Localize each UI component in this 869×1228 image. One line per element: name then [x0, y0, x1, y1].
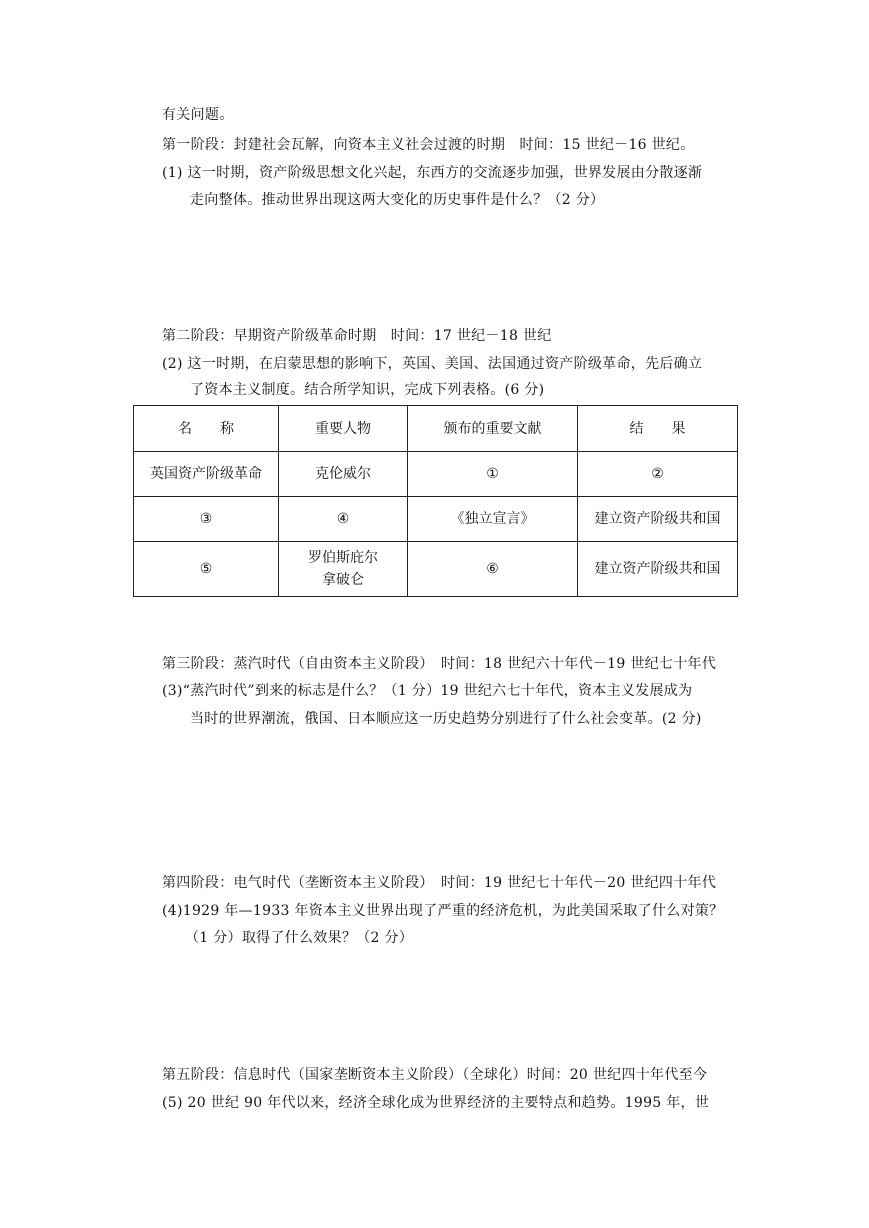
- cell-document: ①: [408, 452, 578, 497]
- question1-line1: (1) 这一时期，资产阶级思想文化兴起，东西方的交流逐步加强，世界发展由分散逐渐: [162, 165, 703, 181]
- cell-name: 英国资产阶级革命: [134, 452, 279, 497]
- question3-line2: 当时的世界潮流，俄国、日本顺应这一历史趋势分别进行了什么社会变革。(2 分): [190, 711, 702, 727]
- person-robespierre: 罗伯斯庇尔: [308, 550, 378, 566]
- cell-document: ⑥: [408, 542, 578, 597]
- question2-line2: 了资本主义制度。结合所学知识，完成下列表格。(6 分): [190, 382, 545, 398]
- table-header-row: [134, 406, 738, 452]
- question4-line1: (4)1929 年—1933 年资本主义世界出现了严重的经济危机，为此美国采取了什么对策？: [162, 903, 724, 919]
- table-row: [134, 542, 738, 597]
- header-result: 结 果: [578, 406, 738, 452]
- question2-line1: (2) 这一时期，在启蒙思想的影响下，英国、美国、法国通过资产阶级革命，先后确立: [162, 356, 703, 372]
- cell-result: 建立资产阶级共和国: [578, 497, 738, 542]
- cell-result: 建立资产阶级共和国: [578, 542, 738, 597]
- cell-name: ③: [134, 497, 279, 542]
- stage4-title: 第四阶段：电气时代（垄断资本主义阶段） 时间：19 世纪七十年代－20 世纪四十年代: [162, 875, 717, 891]
- stage1-title: 第一阶段：封建社会瓦解，向资本主义社会过渡的时期 时间：15 世纪－16 世纪。: [162, 137, 695, 153]
- table-row: [134, 452, 738, 497]
- cell-person: [279, 542, 408, 597]
- cell-document: 《独立宣言》: [408, 497, 578, 542]
- question4-line2: （1 分）取得了什么效果？（2 分）: [185, 930, 414, 946]
- person-napoleon: 拿破仑: [322, 572, 364, 588]
- header-person: 重要人物: [279, 406, 408, 452]
- revolution-table: [133, 405, 738, 597]
- table-row: [134, 497, 738, 542]
- cell-name: ⑤: [134, 542, 279, 597]
- cell-result: ②: [578, 452, 738, 497]
- header-name: 名 称: [134, 406, 279, 452]
- stage5-title: 第五阶段：信息时代（国家垄断资本主义阶段）（全球化）时间：20 世纪四十年代至今: [162, 1067, 708, 1083]
- question1-line2: 走向整体。推动世界出现这两大变化的历史事件是什么？（2 分）: [190, 192, 605, 208]
- intro-text: 有关问题。: [162, 107, 234, 123]
- cell-person: ④: [279, 497, 408, 542]
- stage3-title: 第三阶段：蒸汽时代（自由资本主义阶段） 时间：18 世纪六十年代－19 世纪七十年代: [162, 656, 717, 672]
- question3-line1: (3)“蒸汽时代”到来的标志是什么？（1 分）19 世纪六七十年代，资本主义发展成为: [162, 683, 693, 699]
- header-document: 颁布的重要文献: [408, 406, 578, 452]
- cell-person: 克伦威尔: [279, 452, 408, 497]
- question5-line1: (5) 20 世纪 90 年代以来，经济全球化成为世界经济的主要特点和趋势。1995 年，世: [162, 1095, 710, 1111]
- stage2-title: 第二阶段：早期资产阶级革命时期 时间：17 世纪－18 世纪: [162, 328, 552, 344]
